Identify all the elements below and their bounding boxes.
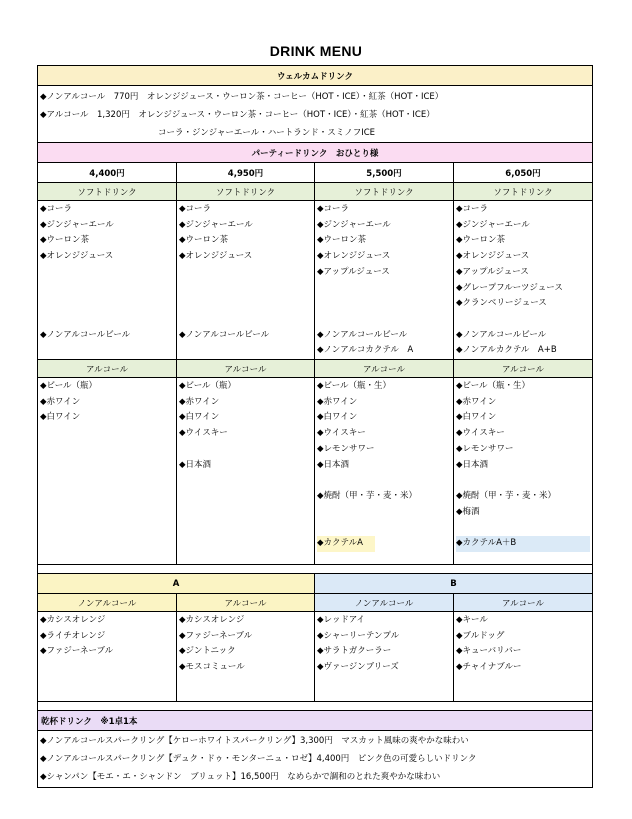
list-item: ◆ビール（瓶・生） [317, 381, 392, 392]
list-item: ◆白ワイン [317, 412, 358, 423]
list-item: ◆ウーロン茶 [456, 235, 506, 246]
plan-soft-list [177, 201, 315, 360]
cocktail-b-nonalc-list [315, 612, 454, 702]
list-item: ◆カシスオレンジ [40, 615, 106, 626]
list-item: ◆焼酎（甲・芋・麦・米） [456, 490, 557, 501]
cocktail-a-nonalc-label: ノンアルコール [38, 594, 177, 612]
plan-soft-list [315, 201, 454, 360]
welcome-alcohol-extra-line: コーラ・ジンジャーエール・ハートランド・スミノフICE [158, 128, 376, 138]
list-item: ◆ファジーネーブル [40, 646, 114, 657]
list-item: ◆コーラ [179, 204, 212, 214]
cocktail-a-alc-list [177, 612, 315, 702]
plan-price-4400: 4,400円 [38, 163, 177, 183]
kanpai-section [38, 731, 593, 788]
welcome-heading: ウェルカムドリンク [38, 66, 593, 86]
cocktail-b-nonalc-label: ノンアルコール [315, 594, 454, 612]
drink-menu-table [37, 65, 593, 788]
list-item: ◆キューバリバー [456, 646, 522, 657]
alcohol-label: アルコール [177, 360, 315, 378]
spacer [38, 702, 593, 711]
list-item: ◆シャーリーテンプル [317, 630, 400, 641]
list-item: ◆ジンジャーエール [179, 219, 253, 230]
plan-soft-list [38, 201, 177, 360]
list-item: ◆レモンサワー [456, 443, 514, 454]
list-item: ◆レッドアイ [317, 615, 365, 626]
soft-drink-label: ソフトドリンク [315, 183, 454, 201]
cocktail-ab-item: ◆カクテルA＋B [456, 536, 590, 552]
list-item: ◆ビール（瓶） [179, 381, 237, 392]
list-item: ◆焼酎（甲・芋・麦・米） [317, 490, 418, 501]
list-item: ◆ノンアルコールビール [40, 329, 131, 340]
list-item: ◆白ワイン [40, 412, 81, 423]
cocktail-a-item: ◆カクテルA [317, 536, 375, 552]
list-item: ◆白ワイン [456, 412, 497, 423]
list-item: ◆ジントニック [179, 646, 236, 657]
list-item: ◆オレンジジュース [40, 251, 114, 262]
cocktail-b-alc-label: アルコール [454, 594, 593, 612]
list-item: ◆ノンアルコールビール [456, 329, 547, 340]
list-item: ◆梅酒 [456, 506, 480, 517]
plan-alcohol-list [454, 378, 593, 565]
list-item: ◆アップルジュース [317, 266, 390, 277]
list-item: ◆レモンサワー [317, 443, 375, 454]
list-item: ◆ウーロン茶 [40, 235, 90, 246]
list-item: ◆日本酒 [456, 459, 489, 470]
list-item: ◆ジンジャーエール [40, 219, 114, 230]
list-item: ◆コーラ [317, 204, 350, 214]
cocktail-a-nonalc-list [38, 612, 177, 702]
list-item: ◆ビール（瓶） [40, 381, 98, 392]
list-item: ◆赤ワイン [40, 396, 81, 407]
list-item: ◆ウーロン茶 [179, 235, 229, 246]
plan-price-4950: 4,950円 [177, 163, 315, 183]
cocktail-a-heading: A [38, 574, 315, 594]
kanpai-heading: 乾杯ドリンク ※1卓1本 [38, 711, 593, 731]
menu-title: DRINK MENU [269, 43, 363, 59]
list-item: ◆赤ワイン [456, 396, 497, 407]
list-item: ◆ヴァージンブリーズ [317, 662, 399, 673]
alcohol-label: アルコール [454, 360, 593, 378]
list-item: ◆モスコミュール [179, 662, 245, 673]
list-item: ◆ジンジャーエール [456, 219, 530, 230]
cocktail-b-alc-list [454, 612, 593, 702]
list-item: ◆ファジーネーブル [179, 630, 253, 641]
plan-alcohol-list [177, 378, 315, 565]
list-item: ◆オレンジジュース [317, 251, 391, 262]
plan-alcohol-list [38, 378, 177, 565]
list-item: ◆赤ワイン [317, 396, 358, 407]
list-item: ◆日本酒 [179, 459, 212, 470]
list-item: ◆クランベリージュース [456, 298, 547, 309]
list-item: ◆ウイスキー [179, 428, 228, 439]
list-item: ◆オレンジジュース [179, 251, 253, 262]
plan-soft-list [454, 201, 593, 360]
soft-drink-label: ソフトドリンク [38, 183, 177, 201]
alcohol-label: アルコール [315, 360, 454, 378]
list-item: ◆ブルドッグ [456, 630, 505, 641]
plan-alcohol-list [315, 378, 454, 565]
list-item: ◆ノンアルコカクテル A [317, 345, 414, 356]
list-item: ◆アップルジュース [456, 266, 529, 277]
welcome-nonalcohol-line: ◆ノンアルコール 770円 オレンジジュース・ウーロン茶・コーヒー（HOT・ICE）・紅茶（HOT・ICE） [40, 92, 444, 102]
soft-drink-label: ソフトドリンク [177, 183, 315, 201]
list-item: ◆ノンアルカクテル A+B [456, 345, 557, 356]
list-item: ◆コーラ [456, 204, 489, 214]
kanpai-line: ◆ノンアルコールスパークリング【デュク・ドゥ・モンターニュ・ロゼ】4,400円 ピンク色の可愛らしいドリンク [40, 754, 477, 765]
welcome-alcohol-line: ◆アルコール 1,320円 オレンジジュース・ウーロン茶・コーヒー（HOT・ICE）・紅茶（HOT・ICE） [40, 110, 435, 120]
list-item: ◆グレープフルーツジュース [456, 282, 563, 293]
list-item: ◆赤ワイン [179, 396, 220, 407]
cocktail-a-alc-label: アルコール [177, 594, 315, 612]
list-item: ◆ウーロン茶 [317, 235, 367, 246]
kanpai-line: ◆ノンアルコールスパークリング【ケローホワイトスパークリング】3,300円 マスカット風味の爽やかな味わい [40, 736, 469, 747]
list-item: ◆ノンアルコールビール [317, 329, 408, 340]
plan-price-5500: 5,500円 [315, 163, 454, 183]
kanpai-line: ◆シャンパン【モエ・エ・シャンドン ブリュット】16,500円 なめらかで調和のとれた爽やかな味わい [40, 772, 441, 783]
list-item: ◆ウイスキー [317, 428, 366, 439]
list-item: ◆ノンアルコールビール [179, 329, 270, 340]
list-item: ◆チャイナブルー [456, 662, 522, 673]
list-item: ◆ライチオレンジ [40, 630, 106, 641]
list-item: ◆キール [456, 615, 488, 626]
list-item: ◆白ワイン [179, 412, 220, 423]
spacer [38, 565, 593, 574]
list-item: ◆サラトガクーラー [317, 646, 392, 657]
list-item: ◆ウイスキー [456, 428, 505, 439]
list-item: ◆カシスオレンジ [179, 615, 245, 626]
soft-drink-label: ソフトドリンク [454, 183, 593, 201]
cocktail-b-heading: B [315, 574, 593, 594]
plan-price-6050: 6,050円 [454, 163, 593, 183]
list-item: ◆オレンジジュース [456, 251, 530, 262]
list-item: ◆日本酒 [317, 459, 350, 470]
welcome-section [38, 86, 593, 143]
list-item: ◆ジンジャーエール [317, 219, 391, 230]
list-item: ◆コーラ [40, 204, 73, 214]
party-heading: パーティードリンク おひとり様 [38, 143, 593, 163]
list-item: ◆ビール（瓶・生） [456, 381, 531, 392]
alcohol-label: アルコール [38, 360, 177, 378]
